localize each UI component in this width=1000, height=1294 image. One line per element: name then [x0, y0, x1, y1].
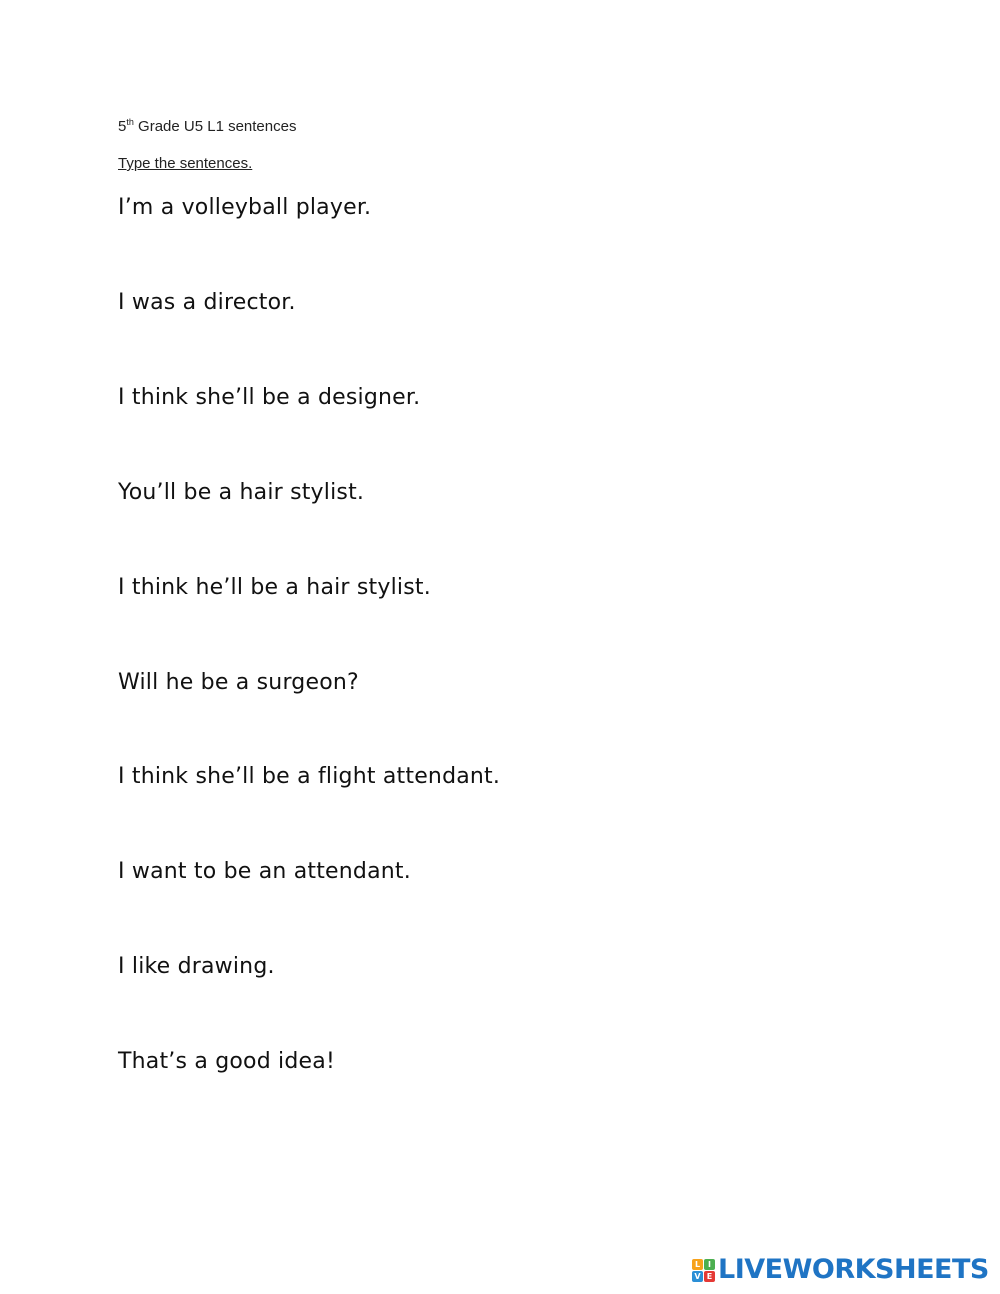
sentence-1: I’m a volleyball player.: [118, 195, 372, 220]
logo-text: LIVEWORKSHEETS: [718, 1254, 989, 1285]
sentence-8: I want to be an attendant.: [118, 859, 411, 884]
grade-suffix: th: [126, 117, 134, 127]
sentence-2: I was a director.: [118, 290, 296, 315]
sentence-9: I like drawing.: [118, 954, 275, 979]
sentence-7: I think she’ll be a flight attendant.: [118, 764, 501, 789]
sentence-4: You’ll be a hair stylist.: [118, 480, 365, 505]
logo-mark-icon: [692, 1259, 715, 1282]
sentence-5: I think he’ll be a hair stylist.: [118, 575, 431, 600]
liveworksheets-logo: [692, 1255, 989, 1285]
logo-mark-letter: L: [692, 1259, 703, 1270]
logo-mark-letter: I: [704, 1259, 715, 1270]
grade-number: 5: [118, 118, 127, 135]
sentence-3: I think she’ll be a designer.: [118, 385, 421, 410]
logo-mark-letter: V: [692, 1271, 703, 1282]
title-text: Grade U5 L1 sentences: [133, 118, 297, 135]
sentence-10: That’s a good idea!: [118, 1049, 335, 1074]
sentence-6: Will he be a surgeon?: [118, 670, 359, 695]
instruction-text: Type the sentences.: [118, 155, 253, 172]
worksheet-title: [118, 118, 296, 135]
logo-mark-letter: E: [704, 1271, 715, 1282]
